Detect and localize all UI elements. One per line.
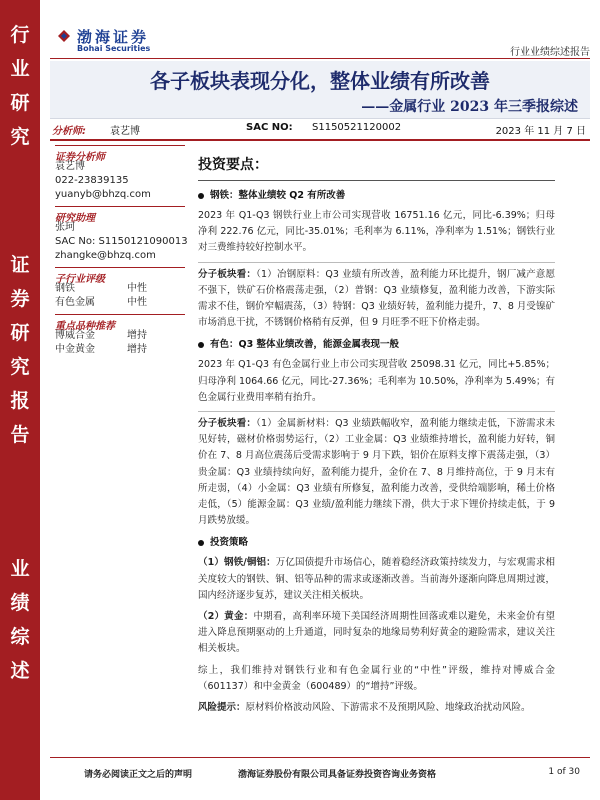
company-logo-icon [57,29,71,43]
banner-char: 行 [10,24,30,46]
risk-text: 原材料价格波动风险、下游需求不及预期风险、地缘政治扰动风险。 [245,702,531,714]
rating-value: 中性 [127,297,147,308]
banner-char: 报 [10,390,30,412]
steel-heading: 钢铁：整体业绩较 Q2 有所改善 [198,187,555,205]
stock-row [55,343,185,357]
steel-summary: 2023 年 Q1-Q3 钢铁行业上市公司实现营收 16751.16 亿元，同比-6.39%；归母净利 222.76 亿元，同比-35.01%；毛利率为 6.11%，净利率为 1.51%；钢铁行业对三费维持较好控制水平。 [198,210,555,254]
banner-char: 券 [10,288,30,310]
rating-sector: 钢铁 [55,283,75,294]
assistant-name: 张珂 [55,222,75,233]
banner-char: 研 [10,92,30,114]
header-rule [50,58,590,59]
divider [198,411,555,412]
title-band [50,61,590,119]
steel-segments [198,267,555,332]
sac-label: SAC NO: [246,122,293,133]
banner-char: 究 [10,126,30,148]
strategy-gold-text: 中期看，高利率环境下美国经济周期性回落或难以避免，未来金价有望进入降息预期驱动的上升通道，同时复杂的地缘局势利好黄金的避险需求，建议关注相关板块。 [198,611,555,655]
banner-char: 告 [10,424,30,446]
segments-lead: 分子板块看： [198,418,257,430]
left-banner [0,0,40,800]
analyst-name: 袁艺博 [110,126,140,137]
rating-sector: 有色金属 [55,297,95,308]
rating-row [55,282,185,296]
banner-char: 综 [10,626,30,648]
banner-industry-research [0,18,40,154]
securities-analyst-heading: 证券分析师 [55,145,185,160]
footer-company-qualification: 渤海证券股份有限公司具备证券投资咨询业务资格 [238,770,437,780]
strategy-conclusion: 综上，我们维持对钢铁行业和有色金属行业的“中性”评级，维持对博威合金（601137）和中金黄金（600489）的“增持”评级。 [198,664,555,692]
strategy-steel-lead: （1）钢铁/铜铝： [198,557,276,569]
analyst-label: 分析师: [52,126,86,137]
rating-value: 中性 [127,283,147,294]
sub-industry-rating-heading: 子行业评级 [55,267,185,282]
stock-rating: 增持 [127,344,147,355]
stock-name: 中金黄金 [55,344,95,355]
stock-name: 博威合金 [55,330,95,341]
banner-char: 绩 [10,592,30,614]
analyst-info-panel [55,145,188,357]
analyst-meta-row [50,119,590,137]
nonferrous-segments [198,416,555,529]
nonferrous-segments-text: （1）金属新材料：Q3 业绩跌幅收窄，盈利能力继续走低，下游需求未见好转，磁材价格弱势运行，（2）工业金属：Q3 业绩维持增长，盈利能力好转，铜价在 7、8 月高位震荡后受需求影响于 9 月下跌，铝价在原料支撑下震荡走强，（3）贵金属：Q3 业绩持续向好，盈利能力提升，金价在 7、8 月维持高位，于 9 月末有所走弱，（4）小金属：Q3 业绩有所修复，盈利能力改善，受供给端影响，稀土价格走低，（5）能源金属：Q3 业绩/盈利能力继续下滑，供大于求下锂价持续走低，于 9 月跌势放缓。 [198,418,555,527]
strategy-steel [198,555,555,604]
divider [198,262,555,263]
analyst-name: 袁艺博 [55,161,85,172]
report-date: 2023 年 11 月 7 日 [495,126,586,137]
analyst-phone: 022-23839135 [55,175,129,186]
rating-row [55,296,185,310]
stock-rating: 增持 [127,330,147,341]
meta-rule [50,139,590,141]
nonferrous-heading: 有色：Q3 整体业绩改善，能源金属表现一般 [198,336,555,354]
page-number: 1 of 30 [548,767,580,777]
logo-english-name: Bohai Securities [77,44,151,53]
strategy-steel-text: 万亿国债提升市场信心，随着稳经济政策持续发力，与宏观需求相关度较大的钢铁、铜、铝等品种的需求或逐渐改善。当前海外逐渐向降息周期过渡，国内经济逐步复苏，建议关注相关板块。 [198,557,555,601]
strategy-gold-lead: （2）黄金： [198,611,254,623]
banner-char: 述 [10,660,30,682]
strategy-gold [198,609,555,658]
segments-lead: 分子板块看： [198,268,257,280]
key-stocks-heading: 重点品种推荐 [55,314,185,329]
footer-disclaimer: 请务必阅读正文之后的声明 [84,770,193,780]
investment-highlights-title: 投资要点： [198,157,555,181]
stock-row [55,329,185,343]
banner-securities-report [0,248,40,452]
assistant-email[interactable]: zhangke@bhzq.com [55,250,156,261]
banner-char: 证 [10,254,30,276]
nonferrous-summary: 2023 年 Q1-Q3 有色金属行业上市公司实现营收 25098.31 亿元，同比+5.85%；归母净利 1064.66 亿元，同比-27.36%；毛利率为 10.50%，净利率为 5.49%；有色金属行业费用率稍有抬升。 [198,359,555,403]
risk-warning [198,700,555,716]
investment-highlights [198,157,555,721]
banner-char: 研 [10,322,30,344]
strategy-heading: 投资策略 [198,534,555,552]
logo-chinese-name: 渤海证券 [77,28,150,46]
steel-segments-text: （1）冶钢原料：Q3 业绩有所改善，盈利能力环比提升，钢厂减产意愿不强下，铁矿石价格震荡走强，（2）普钢：Q3 业绩修复，盈利能力改善，下游实际需求不佳，钢价窄幅震荡，（3）特钢：Q3 业绩好转，盈利能力提升，7、8 月受镍矿市场消息干扰，不锈钢价格稍有反弹，但 9 月旺季不旺下价格走弱。 [198,268,555,329]
report-title: 各子板块表现分化，整体业绩有所改善 [150,69,490,93]
banner-char: 业 [10,558,30,580]
sac-number: S1150521120002 [312,122,402,133]
report-subtitle: ——金属行业 2023 年三季报综述 [361,99,578,115]
banner-earnings-review [0,552,40,688]
analyst-email[interactable]: yuanyb@bhzq.com [55,189,151,200]
assistant-sac: SAC No: S1150121090013 [55,236,188,247]
banner-char: 究 [10,356,30,378]
assistant-heading: 研究助理 [55,206,185,221]
page-footer [50,757,590,787]
banner-char: 业 [10,58,30,80]
risk-lead: 风险提示： [198,702,246,714]
report-type: 行业业绩综述报告 [510,47,590,58]
